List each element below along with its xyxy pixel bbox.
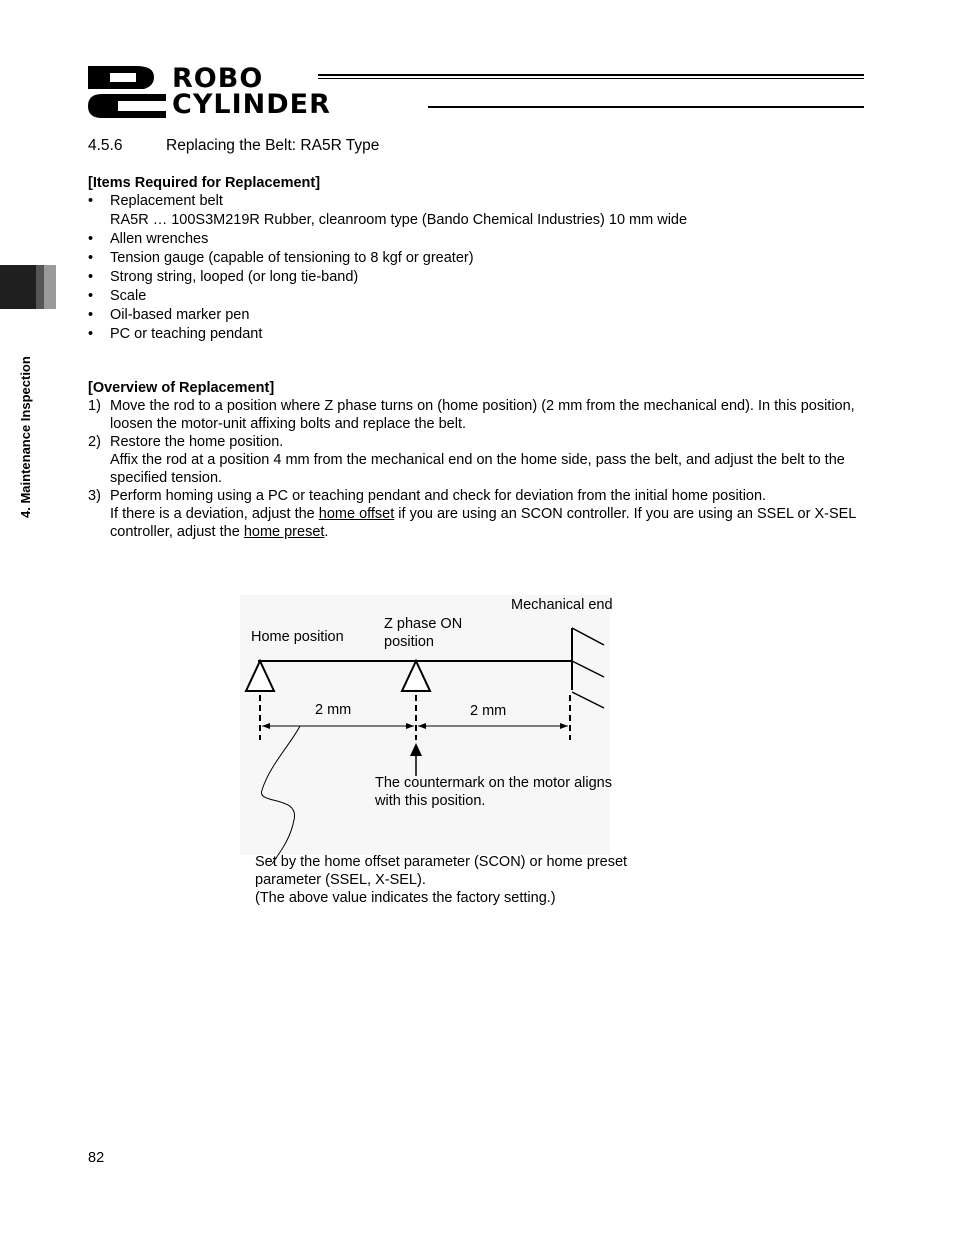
list-item: • Scale [88, 287, 878, 306]
countermark-arrowhead [410, 743, 422, 756]
step-text-mid: if you are using an SCON controller. If you are using an SSEL or X-SEL controller, adjust the [110, 506, 856, 540]
section-title-text: Replacing the Belt: RA5R Type [166, 137, 380, 154]
step-text-detail: Affix the rod at a position 4 mm from the mechanical end on the home side, pass the belt, and adjust the belt to the specified tension. [110, 452, 845, 486]
wall-hatch [572, 692, 604, 708]
wall-hatch [572, 628, 604, 645]
label-countermark-line1: The countermark on the motor aligns [375, 775, 612, 791]
step-number: 1) [88, 398, 101, 414]
label-home-position: Home position [251, 629, 344, 645]
note-line1: Set by the home offset parameter (SCON) or home preset [255, 854, 628, 870]
side-chapter-label: 4. Maintenance Inspection [18, 356, 33, 518]
wall-hatch [572, 661, 604, 677]
label-countermark [375, 774, 612, 810]
list-item: • Oil-based marker pen [88, 306, 878, 325]
home-preset-term: home preset [243, 524, 325, 540]
arrowhead [560, 723, 568, 729]
note-leader-line [261, 726, 300, 864]
list-item: • Strong string, looped (or long tie-band) [88, 268, 878, 287]
list-item: • Allen wrenches [88, 230, 878, 249]
home-position-marker [246, 661, 274, 691]
logo-line-1: ROBO [172, 63, 264, 94]
list-item: • Tension gauge (capable of tensioning to 8 kgf or greater) [88, 249, 878, 268]
step-text-post: . [324, 524, 329, 540]
step-number: 3) [88, 488, 101, 504]
step-text: Move the rod to a position where Z phase turns on (home position) (2 mm from the mechanical end). In this position, loosen the motor-unit affixing bolts and replace the belt. [110, 398, 855, 432]
label-mechanical-end: Mechanical end [511, 597, 613, 613]
label-dim-right: 2 mm [470, 703, 507, 719]
label-z-phase-line2: position [384, 634, 434, 650]
z-phase-marker [402, 661, 430, 691]
items-required-heading: [Items Required for Replacement] [88, 175, 321, 191]
step-text: Restore the home position. [110, 434, 284, 450]
note-line3: (The above value indicates the factory setting.) [255, 890, 556, 906]
step-number: 2) [88, 434, 101, 450]
step-text-pre: If there is a deviation, adjust the [110, 506, 319, 522]
arrowhead [406, 723, 414, 729]
arrowhead [262, 723, 270, 729]
step-text: Perform homing using a PC or teaching pendant and check for deviation from the initial home position. [110, 488, 767, 504]
overview-heading: [Overview of Replacement] [88, 380, 275, 396]
label-z-phase [384, 615, 462, 651]
label-z-phase-line1: Z phase ON [384, 616, 463, 632]
arrowhead [418, 723, 426, 729]
page-number: 82 [88, 1150, 105, 1166]
section-number: 4.5.6 [88, 137, 123, 154]
label-dim-left: 2 mm [315, 702, 352, 718]
list-item-sub: RA5R … 100S3M219R Rubber, cleanroom type (Bando Chemical Industries) 10 mm wide [110, 212, 688, 228]
list-item: • PC or teaching pendant [88, 325, 878, 344]
logo-line-2: CYLINDER [172, 89, 331, 120]
note-line2: parameter (SSEL, X-SEL). [255, 872, 426, 888]
label-factory-note [255, 853, 627, 907]
label-countermark-line2: with this position. [375, 793, 486, 809]
list-item-label: Replacement belt [110, 193, 223, 209]
home-offset-term: home offset [318, 506, 395, 522]
